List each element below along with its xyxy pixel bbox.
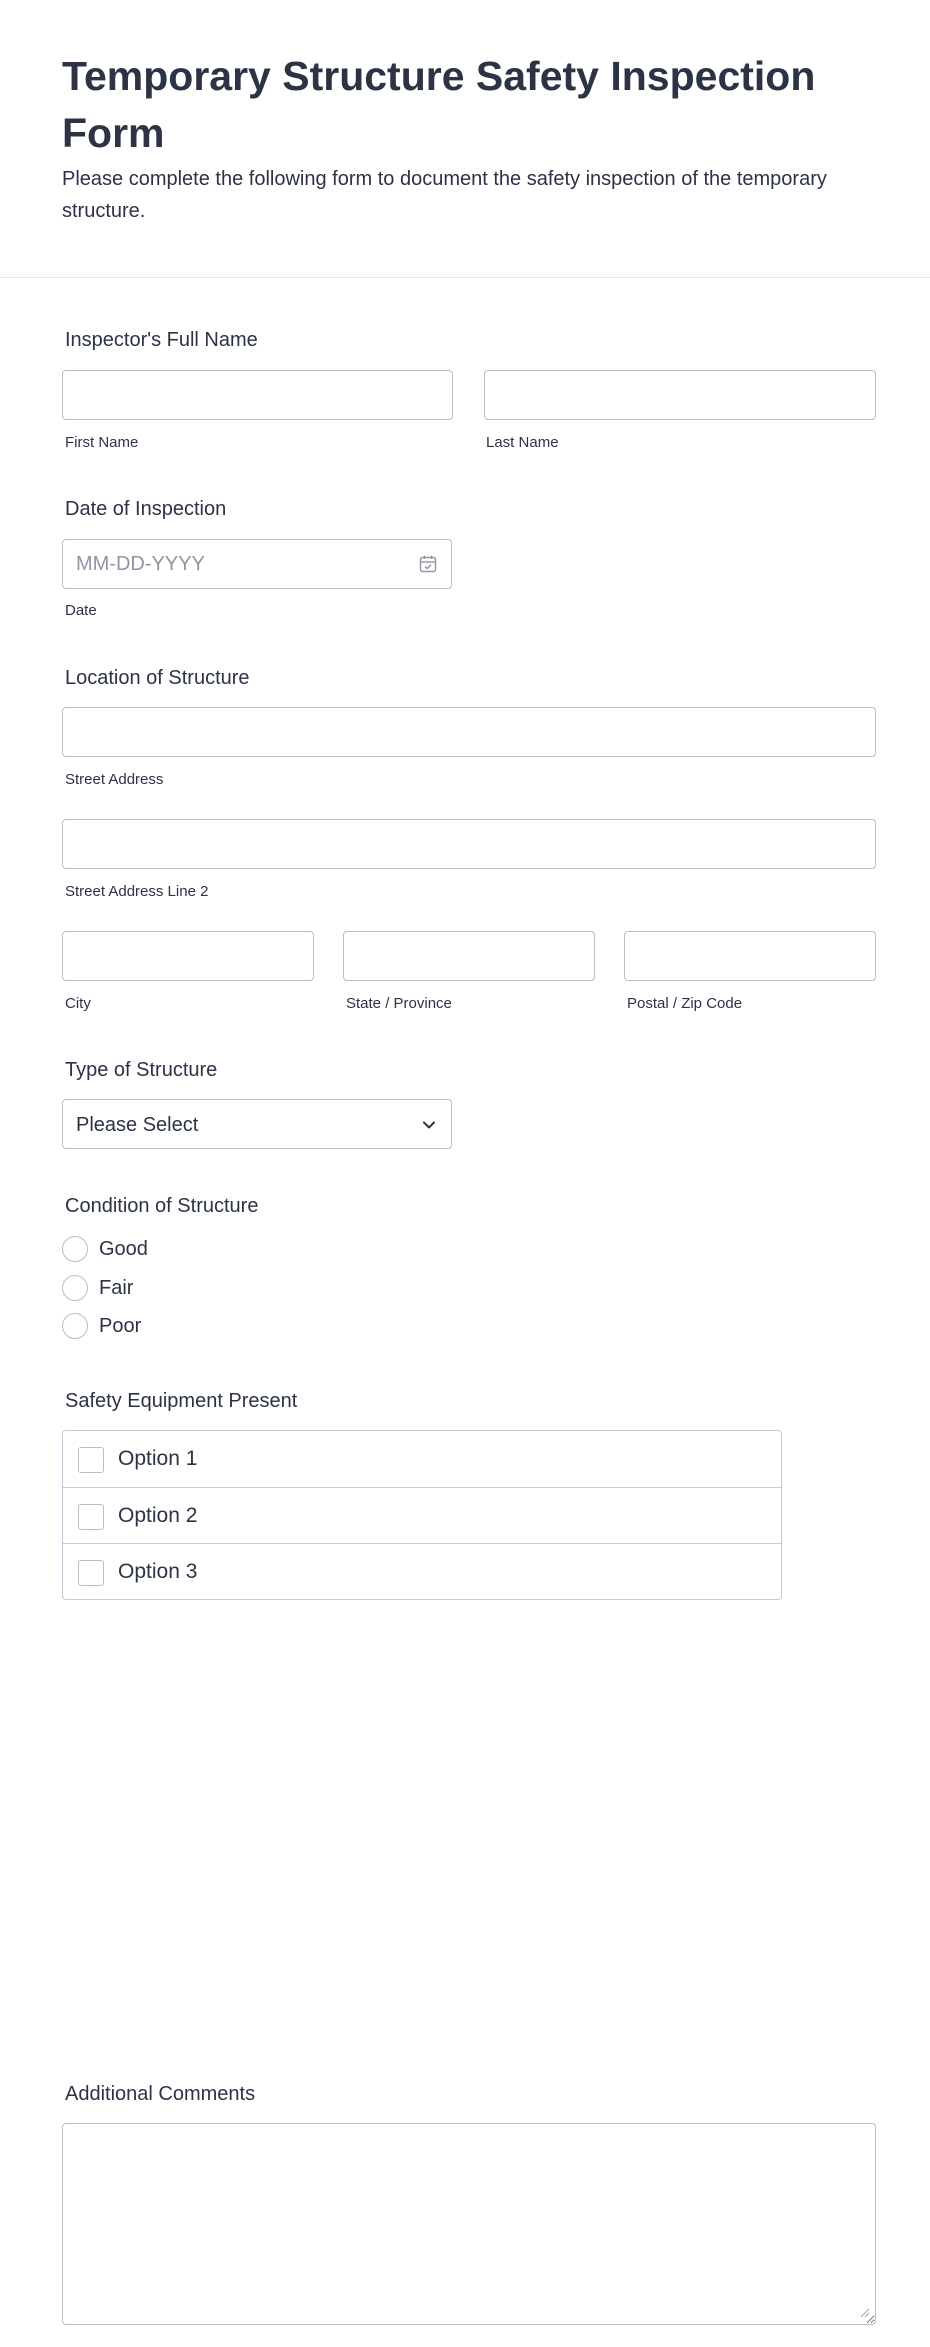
city-input[interactable] (62, 931, 314, 981)
structure-type-label: Type of Structure (65, 1059, 218, 1081)
last-name-sublabel: Last Name (486, 434, 559, 451)
calendar-icon[interactable] (418, 554, 438, 574)
radio-option-good[interactable] (62, 1235, 362, 1263)
condition-label: Condition of Structure (65, 1195, 259, 1217)
safety-equipment-label: Safety Equipment Present (65, 1390, 298, 1412)
structure-type-select[interactable] (62, 1099, 452, 1149)
radio-label: Poor (99, 1315, 142, 1337)
zip-sublabel: Postal / Zip Code (627, 995, 743, 1012)
form-header (0, 0, 930, 278)
checkbox[interactable] (78, 1447, 104, 1473)
state-sublabel: State / Province (346, 995, 452, 1012)
page-subtitle: Please complete the following form to document the safety inspection of the temporary structure. (62, 168, 827, 222)
state-input[interactable] (343, 931, 595, 981)
comments-label: Additional Comments (65, 2083, 256, 2105)
chevron-down-icon (419, 1115, 439, 1135)
comments-textarea[interactable] (62, 2123, 876, 2325)
street-address-input[interactable] (62, 707, 876, 757)
radio-button[interactable] (62, 1313, 88, 1339)
radio-button[interactable] (62, 1275, 88, 1301)
checkbox[interactable] (78, 1560, 104, 1586)
street-address-line2-sublabel: Street Address Line 2 (65, 883, 209, 900)
date-picker[interactable] (62, 539, 452, 589)
first-name-sublabel: First Name (65, 434, 139, 451)
checkbox[interactable] (78, 1504, 104, 1530)
radio-option-poor[interactable] (62, 1312, 362, 1340)
checkbox-option-3[interactable] (63, 1543, 781, 1599)
date-sublabel: Date (65, 602, 97, 619)
street-address-line2-input[interactable] (62, 819, 876, 869)
city-sublabel: City (65, 995, 91, 1012)
date-input[interactable] (62, 539, 452, 589)
structure-type-value: Please Select (76, 1114, 199, 1136)
page-title: Temporary Structure Safety Inspection Form (62, 53, 816, 156)
location-label: Location of Structure (65, 667, 250, 689)
checkbox-label: Option 3 (118, 1560, 198, 1583)
checkbox-option-1[interactable] (63, 1431, 781, 1487)
inspection-date-label: Date of Inspection (65, 498, 227, 520)
first-name-input[interactable] (62, 370, 453, 420)
last-name-input[interactable] (484, 370, 876, 420)
inspector-name-label: Inspector's Full Name (65, 329, 258, 351)
checkbox-label: Option 1 (118, 1447, 198, 1470)
checkbox-label: Option 2 (118, 1504, 198, 1527)
zip-input[interactable] (624, 931, 876, 981)
street-address-sublabel: Street Address (65, 771, 164, 788)
radio-label: Good (99, 1238, 148, 1260)
radio-button[interactable] (62, 1236, 88, 1262)
checkbox-option-2[interactable] (63, 1487, 781, 1543)
radio-label: Fair (99, 1277, 134, 1299)
radio-option-fair[interactable] (62, 1274, 362, 1302)
safety-equipment-checkbox-group (62, 1430, 782, 1600)
resize-grip-icon[interactable] (858, 2306, 870, 2318)
